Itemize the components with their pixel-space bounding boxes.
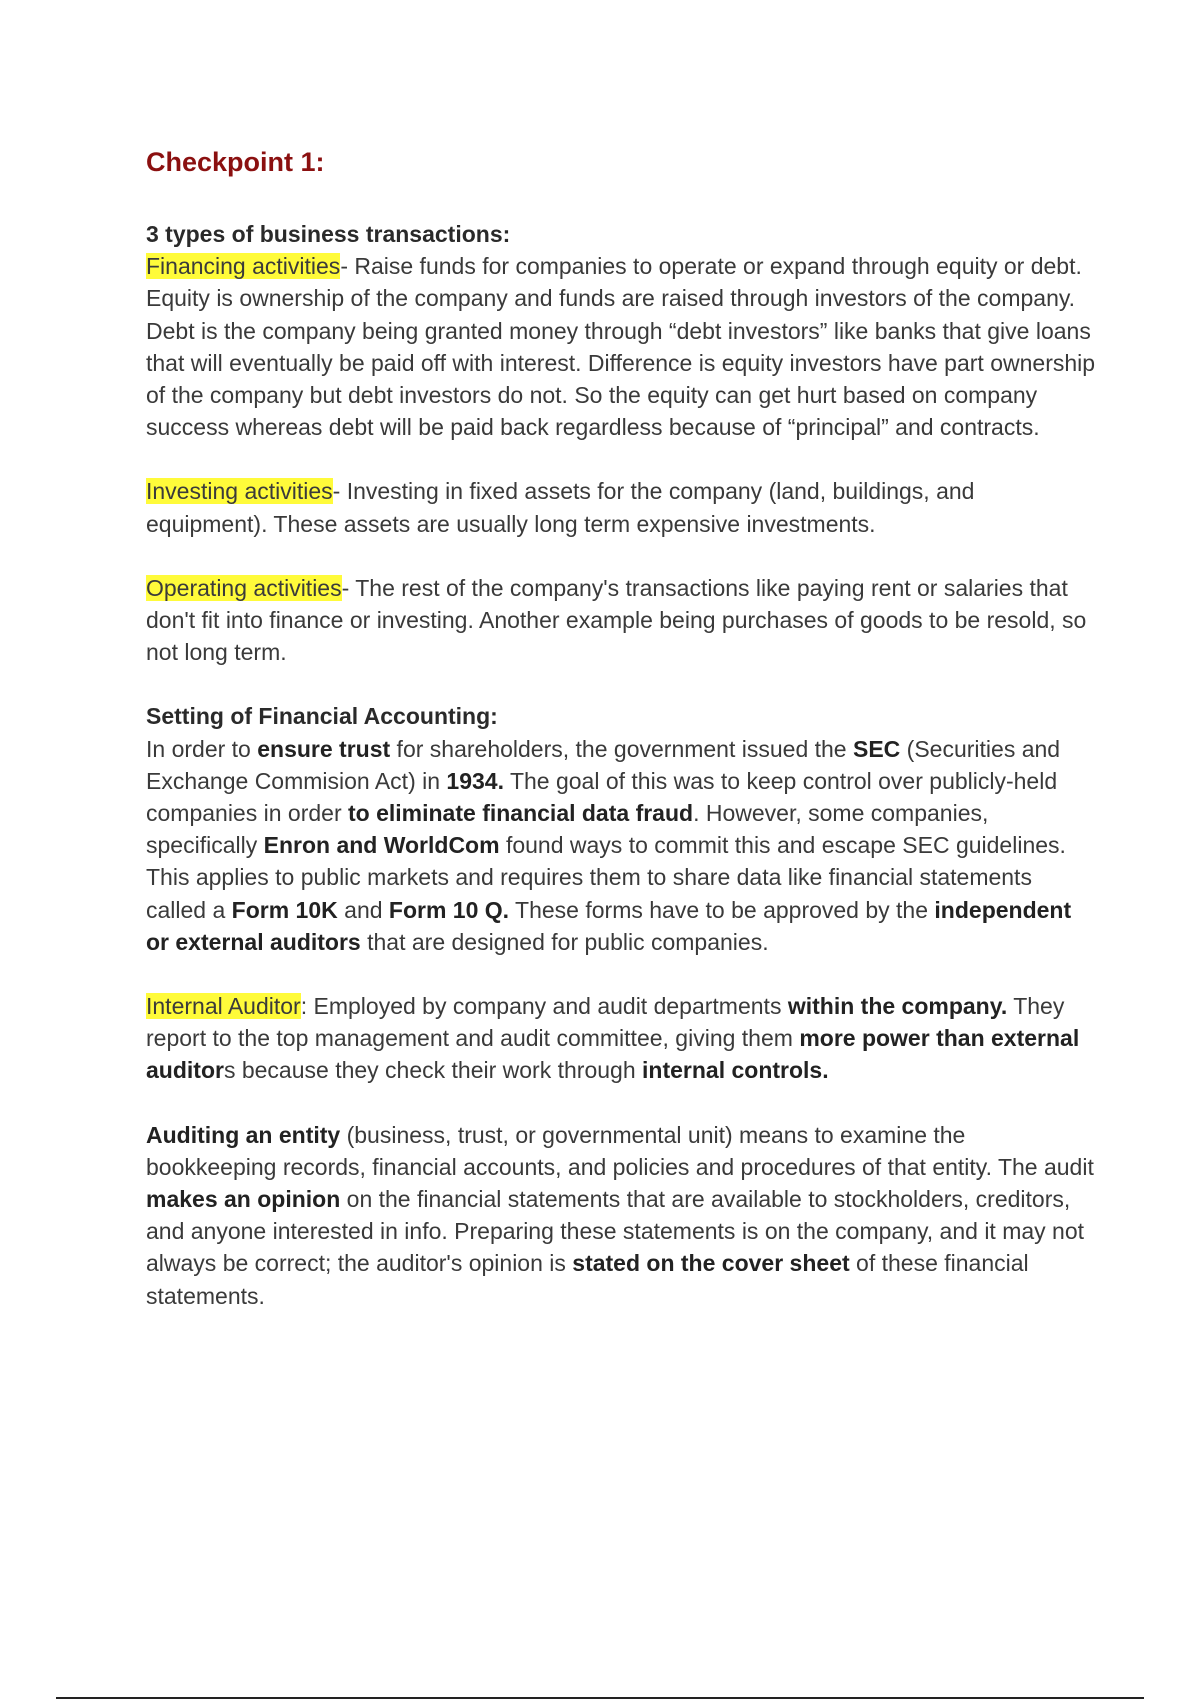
setting-text-3: (Securities and Exchange Commision Act) in xyxy=(146,735,1061,794)
setting-text-9: that are designed for public companies. xyxy=(360,928,769,955)
financing-paragraph xyxy=(146,253,1095,440)
operating-text: - The rest of the company's transactions like paying rent or salaries that don't fit into finance or investing. Another example being purchases of goods to be resold, so not long term. xyxy=(146,574,1087,666)
setting-text-7: and xyxy=(337,896,389,923)
setting-text-2: for shareholders, the government issued the xyxy=(390,735,853,762)
setting-bold-ensure-trust: ensure trust xyxy=(257,735,391,762)
financing-term: Financing activities xyxy=(146,253,341,280)
internal-auditor-bold-within: within the company. xyxy=(787,993,1008,1020)
setting-text-8: These forms have to be approved by the xyxy=(509,896,935,923)
auditing-section xyxy=(146,1119,1096,1312)
page-title: Checkpoint 1: xyxy=(146,147,325,177)
internal-auditor-section xyxy=(146,990,1096,1087)
internal-auditor-text-1: : Employed by company and audit departments xyxy=(300,993,788,1020)
transactions-section xyxy=(146,218,1096,443)
document-page xyxy=(146,140,1096,1344)
setting-heading: Setting of Financial Accounting: xyxy=(146,703,498,730)
auditing-text-3: of these financial statements. xyxy=(146,1250,1029,1309)
setting-text-4: The goal of this was to keep control over publicly-held companies in order xyxy=(146,767,1058,827)
setting-bold-auditors: independent or external auditors xyxy=(146,896,1072,955)
operating-term: Operating activities xyxy=(146,574,342,601)
internal-auditor-bold-power: more power than external auditor xyxy=(146,1025,1080,1084)
investing-section xyxy=(146,475,1096,539)
auditing-bold-opinion: makes an opinion xyxy=(146,1186,341,1213)
investing-text: - Investing in fixed assets for the company (land, buildings, and equipment). These assets are usually long term expensive investments. xyxy=(146,478,975,537)
internal-auditor-bold-controls: internal controls. xyxy=(642,1057,829,1084)
setting-paragraph xyxy=(146,736,1071,955)
transactions-heading: 3 types of business transactions: xyxy=(146,221,511,247)
internal-auditor-text-3: s because they check their work through xyxy=(223,1057,643,1084)
setting-bold-enron: Enron and WorldCom xyxy=(263,832,500,859)
investing-term: Investing activities xyxy=(146,478,333,505)
setting-bold-year: 1934. xyxy=(446,767,504,794)
setting-bold-form-10k: Form 10K xyxy=(231,896,338,923)
setting-text-5: . However, some companies, specifically xyxy=(146,800,989,859)
setting-text-6: found ways to commit this and escape SEC guidelines. This applies to public markets and requires them to share data like financial statements called a xyxy=(146,832,1066,923)
setting-text-1: In order to xyxy=(146,735,258,762)
auditing-text-2: on the financial statements that are available to stockholders, creditors, and anyone interested in info. Preparing these statements is on the company, and it may not always be correct; the auditor's opinion is xyxy=(146,1186,1085,1277)
setting-bold-form-10q: Form 10 Q. xyxy=(388,896,510,923)
page-bottom-rule xyxy=(56,1697,1144,1699)
financing-text: - Raise funds for companies to operate or expand through equity or debt. Equity is ownership of the company and funds are raised through investors of the company. Debt is the company being granted money through “debt investors” like banks that give loans that will eventually be paid off with interest. Difference is equity investors have part ownership of the company but debt investors do not. So the equity can get hurt based on company success whereas debt will be paid back regardless because of “principal” and contracts. xyxy=(146,253,1096,441)
setting-bold-sec: SEC xyxy=(853,735,901,762)
auditing-bold-cover-sheet: stated on the cover sheet xyxy=(572,1250,850,1277)
setting-section xyxy=(146,700,1096,958)
internal-auditor-term: Internal Auditor xyxy=(146,993,301,1020)
operating-section xyxy=(146,572,1096,669)
auditing-text-1: (business, trust, or governmental unit) means to examine the bookkeeping records, financial accounts, and policies and procedures of that entity. The audit xyxy=(146,1121,1094,1180)
internal-auditor-text-2: They report to the top management and audit committee, giving them xyxy=(146,993,1065,1052)
setting-bold-fraud: to eliminate financial data fraud xyxy=(348,800,694,827)
auditing-bold-entity: Auditing an entity xyxy=(146,1121,341,1148)
